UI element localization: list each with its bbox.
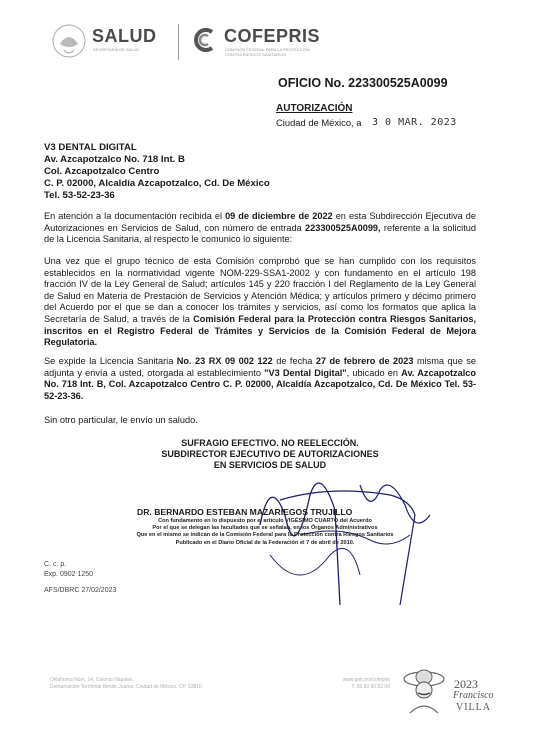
addressee-line-1: Av. Azcapotzalco No. 718 Int. B	[44, 154, 185, 165]
footer-francisco: Francisco	[453, 690, 494, 701]
coat-of-arms-icon	[50, 22, 88, 62]
footer-year: 2023	[454, 677, 478, 691]
footer-address: Oklahoma Núm. 14, Colonia Nápoles, Demarcación Territorial Benito Juárez, Ciudad de México, CP. 03810	[50, 677, 202, 690]
addressee-line-2: Col. Azcapotzalco Centro	[44, 166, 160, 177]
signer-footnote: Con fundamento en lo dispuesto por el artículo VIGÉSIMO CUARTO del Acuerdo Por el que se delegan las facultades que se señalan, en los Órganos Administrativos Que en el mismo se indican de la Comisión Federal para la Protección contra Riesgos Sanitarios Publicado en el Diario Oficial de la Federación el 7 de abril de 2010.	[136, 518, 394, 546]
cofepris-subtitle-1: COMISIÓN FEDERAL PARA LA PROTECCIÓN	[225, 47, 310, 52]
ccp-exp: Exp. 0902 1250	[44, 571, 94, 578]
paragraph-2: Una vez que el grupo técnico de esta Comisión comprobó que se han cumplido con los requisitos establecidos en la normatividad vigente NOM-229-SSA1-2002 y con fundamento en el artículo 198 fracción IV de la Ley General de Salud; artículos 145 y 220 fracción I del Reglamento de la Ley General de Salud en Materia de Prestación de Servicios y Atención Médica; y artículos primero y décimo primero del Acuerdo por el que se dan a conocer los trámites y servicios, así como los formatos que aplica la Secretaría de Salud, a través de la Comisión Federal para la Protección contra Riesgos Sanitarios, inscritos en el Registro Federal de Trámites y Servicios de la Comisión Federal de Mejora Regulatoria.	[44, 256, 476, 348]
oficio-number: OFICIO No. 223300525A0099	[278, 76, 448, 90]
ccp-block	[44, 560, 93, 580]
header-divider	[178, 24, 179, 60]
ccp-label: C. c. p.	[44, 561, 67, 568]
paragraph-1: En atención a la documentación recibida el 09 de diciembre de 2022 en esta Subdirección Ejecutiva de Autorizaciones en Servicios de Salud, con número de entrada 223300525A0099, referente a la solicitud de la Licencia Sanitaria, al respecto le comunico lo siguiente:	[44, 211, 476, 245]
date-stamp: 3 0 MAR. 2023	[372, 117, 457, 128]
cofepris-subtitle-2: CONTRA RIESGOS SANITARIOS	[225, 52, 287, 57]
paragraph-closing: Sin otro particular, le envío un saludo.	[44, 415, 198, 425]
footer-contact: www.gob.mx/cofepris T: 55 50 80 52 00	[342, 677, 390, 690]
signer-name: DR. BERNARDO ESTEBAN MAZARIEGOS TRUJILLO	[137, 507, 353, 517]
city-date-label: Ciudad de México, a	[276, 117, 362, 128]
footer-villa: VILLA	[456, 702, 491, 713]
title-line-2: EN SERVICIOS DE SALUD	[213, 460, 327, 470]
autorizacion-heading: AUTORIZACIÓN	[276, 103, 353, 114]
salud-logo-text: SALUD	[92, 26, 157, 46]
addressee-line-3: C. P. 02000, Alcaldía Azcapotzalco, Cd. De México	[44, 178, 270, 189]
addressee-line-4: Tel. 53-52-23-36	[44, 190, 115, 201]
title-line-1: SUBDIRECTOR EJECUTIVO DE AUTORIZACIONES	[161, 449, 379, 459]
cofepris-logo-text: COFEPRIS	[224, 26, 321, 46]
sufragio-line: SUFRAGIO EFECTIVO. NO REELECCIÓN.	[181, 438, 359, 448]
salud-subtitle: SECRETARÍA DE SALUD	[93, 47, 140, 52]
paragraph-3: Se expide la Licencia Sanitaria No. 23 RX 09 002 122 de fecha 27 de febrero de 2023 misma que se adjunta y envía a usted, otorgada al establecimiento "V3 Dental Digital", ubicado en Av. Azcapotzalco No. 718 Int. B, Col. Azcapotzalco Centro C. P. 02000, Alcaldía Azcapotzalco, Cd. De México Tel. 53-52-23-36.	[44, 356, 476, 401]
cofepris-logo-icon	[190, 26, 218, 54]
ccp-reference: AFS/DBRC 27/02/2023	[44, 587, 117, 594]
villa-portrait-icon	[400, 665, 448, 715]
addressee-block	[44, 142, 344, 202]
header	[50, 20, 350, 70]
addressee-name: V3 DENTAL DIGITAL	[44, 142, 137, 153]
